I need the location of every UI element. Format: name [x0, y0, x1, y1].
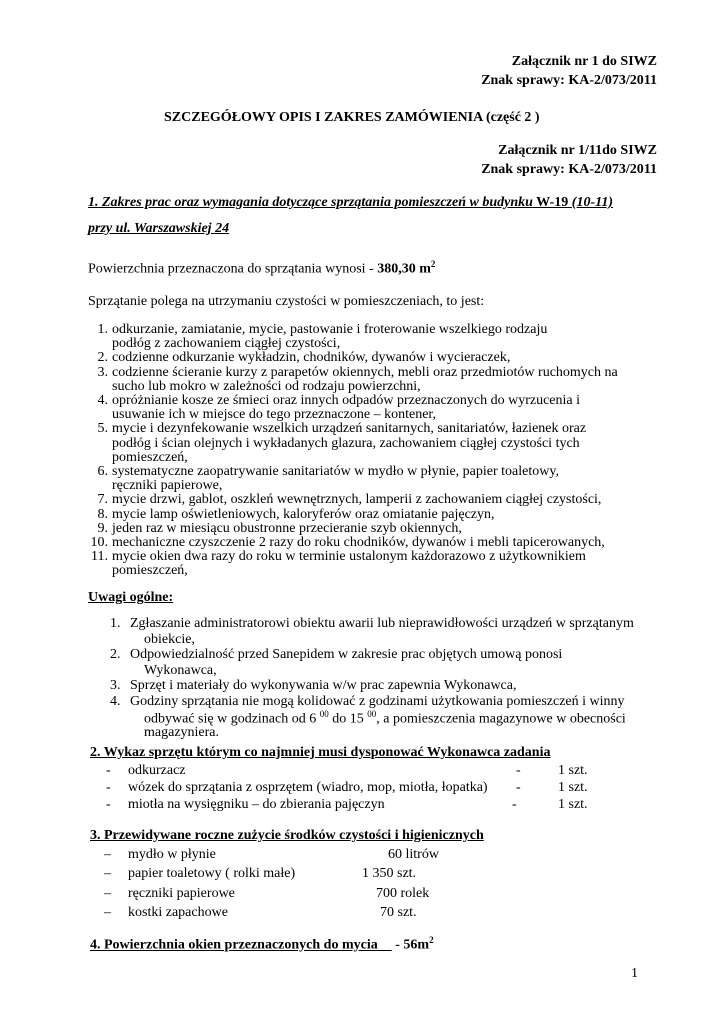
area-line [88, 259, 435, 278]
equipment-quantity: 1 szt. [558, 763, 588, 778]
task-item-text: podłóg i ścian olejnych i wykładanych glazura, zachowaniem ciągłej czystości tych [112, 435, 580, 451]
task-item-text: usuwanie ich w miejsce do tego przeznaczone – kontener, [112, 407, 437, 423]
equipment-quantity: 1 szt. [558, 780, 588, 795]
task-item-number: 1. [97, 322, 108, 337]
task-item-text: opróżnianie kosze ze śmieci oraz innych odpadów przeznaczonych do wyrzucenia i [112, 393, 581, 408]
section1-heading [88, 195, 613, 211]
equipment-separator: - [516, 780, 521, 795]
general-notes-heading: Uwagi ogólne: [88, 590, 174, 605]
note-item-number: 1. [110, 616, 121, 631]
note-item-number: 3. [110, 678, 121, 693]
section2-heading: 2. Wykaz sprzętu którym co najmniej musi dysponować Wykonawca zadania [90, 745, 551, 760]
task-item-text: codzienne odkurzanie wykładzin, chodników, dywanów i wycieraczek, [112, 350, 511, 366]
supply-name: papier toaletowy ( rolki małe) [128, 866, 296, 882]
task-item-text: systematyczne zaopatrywanie sanitariatów w mydło w płynie, papier toaletowy, [112, 464, 559, 479]
equipment-bullet: - [106, 780, 111, 795]
attachment-label-2: Załącznik nr 1/11do SIWZ [498, 143, 657, 158]
supply-quantity: 70 szt. [380, 904, 417, 920]
note-item-segment: odbywać się w godzinach od 6 [144, 711, 320, 727]
supply-quantity: 700 rolek [376, 885, 430, 901]
task-item-text: mycie lamp oświetleniowych, kaloryferów oraz omiatanie pajęczyn, [112, 506, 495, 522]
note-item-text: Odpowiedzialność przed Sanepidem w zakresie prac objętych umową ponosi [130, 647, 563, 662]
supply-bullet: – [104, 866, 111, 882]
section1-heading-building: W-19 [532, 195, 572, 210]
area-sup: 2 [430, 259, 436, 269]
note-item-text: Godziny sprzątania nie mogą kolidować z godzinami użytkowania pomieszczeń i winny [130, 693, 625, 709]
task-item-number: 3. [97, 364, 108, 380]
supply-name: ręczniki papierowe [128, 885, 235, 901]
equipment-separator: - [516, 763, 521, 778]
supply-bullet: – [104, 885, 111, 901]
time-superscript: 00 [367, 709, 377, 719]
task-item-text: codzienne ścieranie kurzy z parapetów okiennych, mebli oraz przedmiotów ruchomych na [112, 364, 618, 380]
equipment-bullet: - [106, 763, 111, 778]
supply-quantity: 1 350 szt. [362, 866, 417, 882]
area-label: Powierzchnia przeznaczona do sprzątania wynosi - [88, 261, 378, 277]
case-number-2: Znak sprawy: KA-2/073/2011 [481, 162, 657, 177]
note-item-text: magazyniera. [144, 724, 220, 740]
task-item-number: 4. [97, 393, 108, 408]
task-item-text: podłóg z zachowaniem ciągłej czystości, [112, 336, 341, 352]
section1-heading-line2: przy ul. Warszawskiej 24 [88, 221, 230, 236]
note-item-text: Sprzęt i materiały do wykonywania w/w prac zapewnia Wykonawca, [130, 678, 517, 693]
note-item-text: Zgłaszanie administratorowi obiektu awarii lub nieprawidłowości urządzeń w sprzątanym [130, 616, 634, 631]
time-superscript: 00 [319, 709, 329, 719]
task-item-text: pomieszczeń, [112, 563, 188, 579]
task-item-number: 11. [91, 549, 108, 565]
section4-heading: 4. Powierzchnia okien przeznaczonych do mycia [90, 937, 378, 953]
task-item-text: mycie drzwi, gablot, oszkleń wewnętrznych, lamperii z zachowaniem ciągłej czystości, [112, 492, 602, 508]
area-value: 380,30 m [377, 261, 431, 277]
equipment-separator: - [512, 797, 517, 812]
section1-heading-italic: 1. Zakres prac oraz wymagania dotyczące sprzątania pomieszczeń w budynku [88, 195, 533, 210]
note-item-text: obiekcie, [144, 631, 195, 647]
supply-name: kostki zapachowe [128, 904, 228, 920]
section3-heading: 3. Przewidywane roczne zużycie środków czystości i higienicznych [90, 828, 484, 843]
equipment-name: odkurzacz [128, 763, 186, 778]
task-item-text: mycie i dezynfekowanie wszelkich urządzeń sanitarnych, sanitariatów, łazienek oraz [112, 421, 587, 437]
equipment-bullet: - [106, 797, 111, 812]
equipment-quantity: 1 szt. [558, 797, 588, 812]
task-item-number: 9. [97, 520, 108, 536]
note-item-segment: do 15 [328, 711, 368, 727]
equipment-name: wózek do sprzątania z osprzętem (wiadro, mop, miotła, łopatka) [128, 780, 488, 795]
task-item-number: 6. [97, 464, 108, 479]
task-item-text: sucho lub mokro w zależności od rodzaju powierzchni, [112, 378, 421, 394]
section1-heading-range: (10-11) [571, 195, 614, 210]
supply-name: mydło w płynie [128, 847, 216, 862]
note-item-text: Wykonawca, [144, 662, 217, 678]
supply-bullet: – [104, 847, 111, 862]
note-item-number: 2. [110, 647, 121, 662]
section1-intro: Sprzątanie polega na utrzymaniu czystości w pomieszczeniach, to jest: [88, 294, 485, 309]
page-number: 1 [631, 966, 638, 981]
note-item-segment: , a pomieszczenia magazynowe w obecności [376, 711, 626, 727]
task-item-text: odkurzanie, zamiatanie, mycie, pastowanie i froterowanie wszelkiego rodzaju [112, 322, 548, 337]
case-number-1: Znak sprawy: KA-2/073/2011 [481, 73, 657, 88]
section4-value: - 56m [391, 937, 430, 953]
section4-sup: 2 [429, 935, 434, 945]
task-item-text: jeden raz w miesiącu obustronne przecieranie szyb okiennych, [112, 520, 462, 536]
task-item-number: 2. [97, 350, 108, 366]
task-item-text: mycie okien dwa razy do roku w terminie ustalonym każdorazowo z użytkownikiem [112, 549, 586, 565]
task-item-number: 5. [97, 421, 108, 437]
task-item-text: mechaniczne czyszczenie 2 razy do roku chodników, dywanów i mebli tapicerowanych, [112, 535, 605, 550]
attachment-label-1: Załącznik nr 1 do SIWZ [511, 54, 657, 69]
task-item-number: 8. [97, 506, 108, 522]
note-item-number: 4. [110, 693, 121, 709]
task-item-number: 10. [90, 535, 108, 550]
supply-bullet: – [104, 904, 111, 920]
task-item-text: ręczniki papierowe, [112, 478, 223, 494]
task-item-text: pomieszczeń, [112, 449, 188, 465]
supply-quantity: 60 litrów [388, 847, 439, 862]
equipment-name: miotła na wysięgniku – do zbierania pajęczyn [128, 797, 385, 812]
task-item-number: 7. [97, 492, 108, 508]
section4-line [90, 935, 434, 954]
page-title: SZCZEGÓŁOWY OPIS I ZAKRES ZAMÓWIENIA (część 2 ) [164, 110, 540, 125]
